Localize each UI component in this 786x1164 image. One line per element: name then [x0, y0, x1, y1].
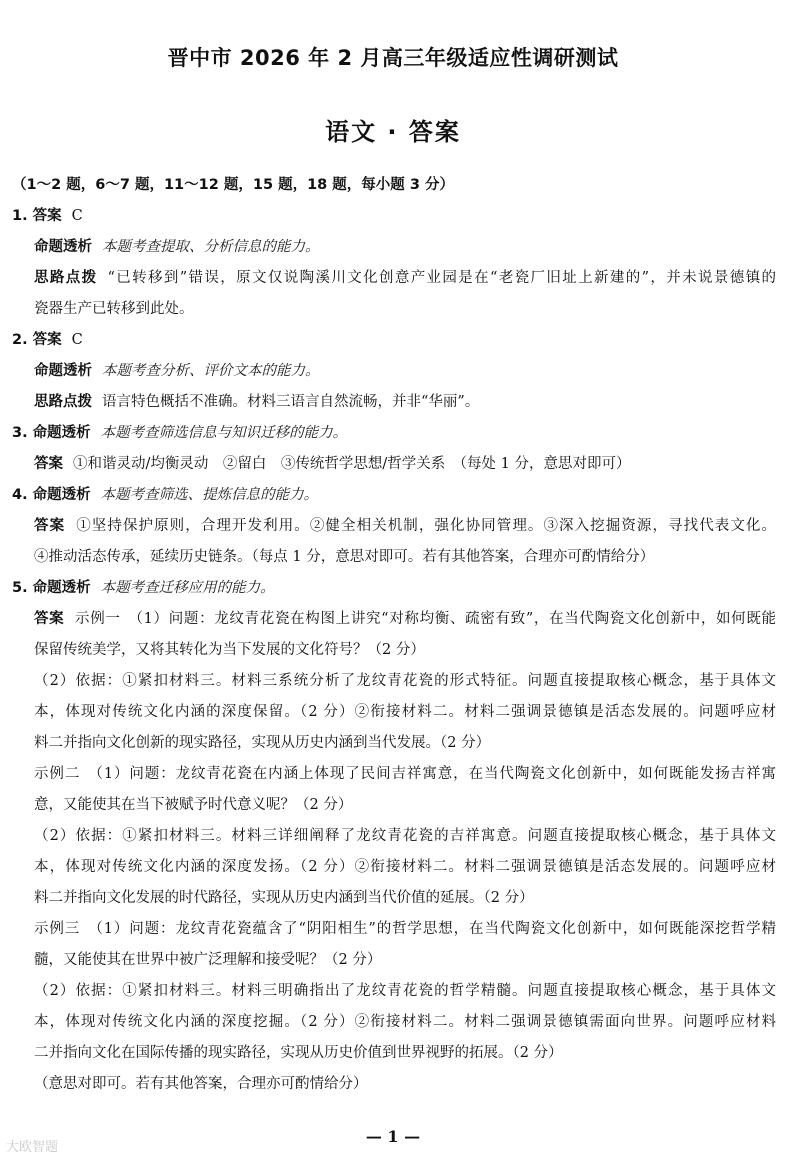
q5-intent: [12, 573, 776, 604]
q2-label: 2. 答案: [12, 332, 62, 348]
text-line: 示例三 （1）问题：龙纹青花瓷蕴含了“阴阳相生”的哲学思想，在当代陶瓷文化创新中，如何既能深挖哲学精: [34, 921, 776, 937]
text-line: 保留传统美学，又将其转化为当下发展的文化符号？（2 分）: [34, 642, 425, 658]
q5-answer: [12, 604, 776, 635]
text-line: 意，又能使其在当下被赋予时代意义呢？（2 分）: [34, 797, 353, 813]
q2-intent: [12, 356, 776, 387]
intent-label: 命题透析: [34, 239, 92, 255]
analysis-text: “已转移到”错误，原文仅说陶溪川文化创意产业园是在“老瓷厂旧址上新建的”，并未说景德镇的: [107, 270, 776, 286]
answer-text: ①和谐灵动/均衡灵动 ②留白 ③传统哲学思想/哲学关系 （每处 1 分，意思对即可）: [73, 456, 631, 472]
answer-text: 示例一 （1）问题：龙纹青花瓷在构图上讲究“对称均衡、疏密有致”，在当代陶瓷文化创新中，如何既能: [74, 611, 777, 627]
q4-label: 4. 命题透析: [12, 487, 91, 503]
text-line: 料二并指向文化发展的时代路径，实现从历史内涵到当代价值的延展。（2 分）: [34, 890, 534, 906]
intent-text: 本题考查筛选、提炼信息的能力。: [100, 487, 319, 503]
q2-choice: C: [71, 332, 83, 348]
text-line: 二并指向文化在国际传播的现实路径，实现从历史价值到世界视野的拓展。（2 分）: [34, 1045, 563, 1061]
exam-title: 晋中市 2026 年 2 月高三年级适应性调研测试: [167, 46, 619, 70]
q3-intent: [12, 418, 776, 449]
q1-analysis: [12, 263, 776, 294]
intent-text: 本题考查迁移应用的能力。: [100, 580, 275, 596]
analysis-label: 思路点拨: [34, 270, 98, 286]
text-line: 本，体现对传统文化内涵的深度挖掘。（2 分）②衔接材料二。材料二强调景德镇需面向世界。问题呼应材料: [34, 1014, 776, 1030]
q4-intent: [12, 480, 776, 511]
watermark-logo: 大欧智题: [6, 1140, 59, 1155]
answer-label: 答案: [34, 456, 63, 472]
q1-choice: C: [71, 208, 83, 224]
q3-answer: [12, 449, 776, 480]
answer-content: [12, 170, 776, 1100]
answer-label: 答案: [34, 518, 66, 534]
q3-label: 3. 命题透析: [12, 425, 91, 441]
text-line: （2）依据：①紧扣材料三。材料三明确指出了龙纹青花瓷的哲学精髓。问题直接提取核心概念，基于具体文: [34, 983, 776, 999]
text-line: （意思对即可。若有其他答案，合理亦可酌情给分）: [34, 1076, 368, 1092]
intent-text: 本题考查筛选信息与知识迁移的能力。: [100, 425, 348, 441]
q2-analysis: [12, 387, 776, 418]
q1-label: 1. 答案: [12, 208, 62, 224]
text-line: 髓，又能使其在世界中被广泛理解和接受呢？（2 分）: [34, 952, 382, 968]
scoring-note: （1～2 题，6～7 题，11～12 题，15 题，18 题，每小题 3 分）: [12, 177, 454, 193]
text-line: 瓷器生产已转移到此处。: [34, 301, 194, 317]
answer-text: ①坚持保护原则，合理开发利用。②健全相关机制，强化协同管理。③深入挖掘资源，寻找代表文化。: [75, 518, 777, 534]
subject-title: 语文 · 答案: [325, 118, 461, 146]
text-line: （2）依据：①紧扣材料三。材料三系统分析了龙纹青花瓷的形式特征。问题直接提取核心概念，基于具体文: [34, 673, 776, 689]
intent-text: 本题考查分析、评价文本的能力。: [102, 363, 320, 379]
answer-label: 答案: [34, 611, 65, 627]
q5-label: 5. 命题透析: [12, 580, 91, 596]
q4-answer: [12, 511, 776, 542]
analysis-label: 思路点拨: [34, 394, 92, 410]
intent-text: 本题考查提取、分析信息的能力。: [102, 239, 320, 255]
analysis-text: 语言特色概括不准确。材料三语言自然流畅，并非“华丽”。: [102, 394, 480, 410]
intent-label: 命题透析: [34, 363, 92, 379]
text-line: 本，体现对传统文化内涵的深度保留。（2 分）②衔接材料二。材料二强调景德镇是活态发展的。问题呼应材: [34, 704, 776, 720]
text-line: 料二并指向文化创新的现实路径，实现从历史内涵到当代发展。（2 分）: [34, 735, 491, 751]
text-line: ④推动活态传承，延续历史链条。（每点 1 分，意思对即可。若有其他答案，合理亦可酌情给分）: [34, 549, 655, 565]
q2-answer: [12, 325, 776, 356]
page-number: — 1 —: [365, 1127, 421, 1146]
q1-intent: [12, 232, 776, 263]
text-line: 示例二 （1）问题：龙纹青花瓷在内涵上体现了民间吉祥寓意，在当代陶瓷文化创新中，如何既能发扬吉祥寓: [34, 766, 776, 782]
q1-answer: [12, 201, 776, 232]
text-line: 本，体现对传统文化内涵的深度发扬。（2 分）②衔接材料二。材料二强调景德镇是活态发展的。问题呼应材: [34, 859, 776, 875]
text-line: （2）依据：①紧扣材料三。材料三详细阐释了龙纹青花瓷的吉祥寓意。问题直接提取核心概念，基于具体文: [34, 828, 776, 844]
